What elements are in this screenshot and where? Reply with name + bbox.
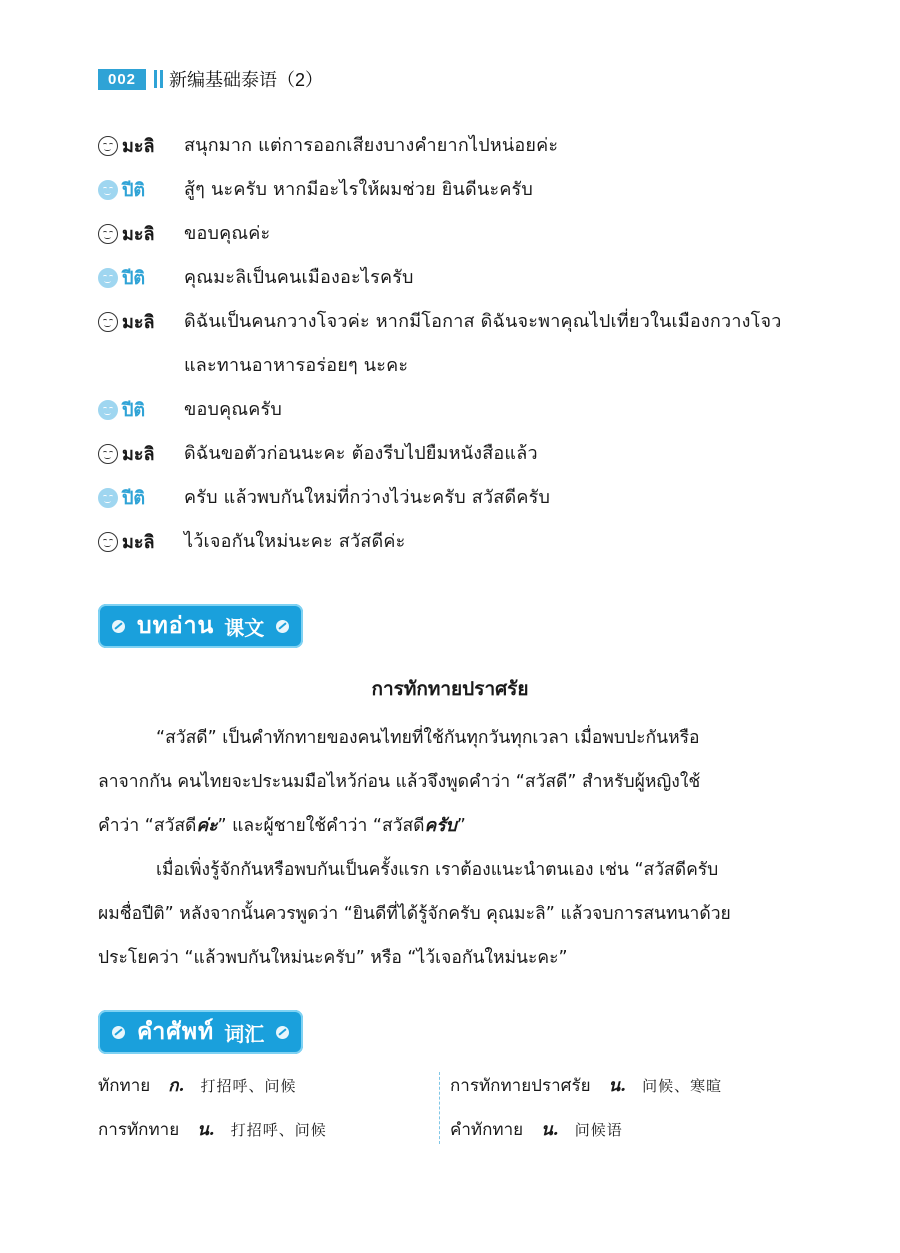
smiley-outline-icon [98, 224, 118, 244]
page-header [98, 66, 323, 92]
vocab-word: คำทักทาย [450, 1120, 524, 1140]
smiley-blue-icon [98, 488, 118, 508]
paragraph-line: “สวัสดี” เป็นคำทักทายของคนไทยที่ใช้กันทุกวันทุกเวลา เมื่อพบปะกันหรือ [156, 728, 700, 748]
speaker: ปีติ [98, 172, 184, 208]
speaker: ปีติ [98, 480, 184, 516]
utterance: สู้ๆ นะครับ หากมีอะไรให้ผมช่วย ยินดีนะครับ [184, 179, 534, 200]
reading-label-th: บทอ่าน [137, 613, 215, 639]
smiley-blue-icon [98, 400, 118, 420]
vocab-meaning: 问候语 [574, 1121, 623, 1139]
smiley-outline-icon [98, 312, 118, 332]
paragraph-line: ประโยคว่า “แล้วพบกันใหม่นะครับ” หรือ “ไว้เจอกันใหม่นะคะ” [98, 948, 568, 968]
vocab-section-badge [98, 1010, 303, 1054]
page-number: 002 [98, 69, 146, 90]
utterance: ไว้เจอกันใหม่นะคะ สวัสดีค่ะ [184, 531, 406, 552]
pin-icon [112, 620, 125, 633]
dialogue-line [98, 436, 798, 480]
book-title: 新编基础泰语（2） [169, 70, 324, 90]
vocab-word: การทักทายปราศรัย [450, 1076, 591, 1096]
pin-icon [276, 1026, 289, 1039]
vocab-pos: น. [197, 1120, 215, 1140]
smiley-blue-icon [98, 180, 118, 200]
dialogue-line-continuation [98, 348, 798, 392]
vocab-word: การทักทาย [98, 1120, 180, 1140]
vocab-word: ทักทาย [98, 1076, 151, 1096]
utterance: คุณมะลิเป็นคนเมืองอะไรครับ [184, 267, 414, 288]
utterance: ดิฉันขอตัวก่อนนะคะ ต้องรีบไปยืมหนังสือแล้ว [184, 443, 538, 464]
vocab-pos: น. [608, 1076, 627, 1096]
reading-paragraph-1 [98, 716, 783, 848]
speaker: ปีติ [98, 260, 184, 296]
dialogue-line [98, 524, 798, 568]
text-run: คำว่า “สวัสดี [98, 816, 197, 836]
text-run: ” [456, 816, 466, 836]
dialogue-line [98, 392, 798, 436]
vocab-label-th: คำศัพท์ [137, 1019, 215, 1045]
vocab-meaning: 打招呼、问候 [200, 1077, 297, 1095]
vocab-column-left [98, 1068, 327, 1156]
paragraph-line: เมื่อเพิ่งรู้จักกันหรือพบกันเป็นครั้งแรก เราต้องแนะนำตนเอง เช่น “สวัสดีครับ [156, 860, 719, 880]
vocab-meaning: 问候、寒暄 [642, 1077, 723, 1095]
dialogue [98, 128, 798, 568]
speaker: มะลิ [98, 524, 184, 560]
vocab-pos: ก. [168, 1076, 185, 1096]
dialogue-line [98, 128, 798, 172]
vocab-list [98, 1068, 798, 1148]
vocab-label-cn: 词汇 [224, 1021, 265, 1046]
paragraph-line: ลาจากกัน คนไทยจะประนมมือไหว้ก่อน แล้วจึงพูดคำว่า “สวัสดี” สำหรับผู้หญิงใช้ [98, 772, 701, 792]
emphasis-text: ค่ะ [196, 816, 218, 836]
smiley-outline-icon [98, 136, 118, 156]
emphasis-text: ครับ [424, 816, 457, 836]
vocab-column-right [450, 1068, 722, 1156]
pin-icon [112, 1026, 125, 1039]
pin-icon [276, 620, 289, 633]
header-divider-bars [154, 70, 163, 88]
vocab-meaning: 打招呼、问候 [230, 1121, 327, 1139]
utterance: ครับ แล้วพบกันใหม่ที่กว่างไว่นะครับ สวัสดีครับ [184, 487, 551, 508]
reading-title: การทักทายปราศรัย [371, 678, 529, 700]
speaker: มะลิ [98, 436, 184, 472]
smiley-blue-icon [98, 268, 118, 288]
vocab-pos: น. [541, 1120, 559, 1140]
reading-section-badge [98, 604, 303, 648]
utterance: และทานอาหารอร่อยๆ นะคะ [184, 355, 409, 376]
smiley-outline-icon [98, 532, 118, 552]
paragraph-line [98, 804, 783, 848]
utterance: ขอบคุณครับ [184, 399, 283, 420]
utterance: ขอบคุณค่ะ [184, 223, 271, 244]
speaker: มะลิ [98, 128, 184, 164]
vocab-entry [450, 1068, 722, 1112]
utterance: สนุกมาก แต่การออกเสียงบางคำยากไปหน่อยค่ะ [184, 135, 559, 156]
reading-paragraph-2 [98, 848, 783, 980]
dialogue-line [98, 480, 798, 524]
reading-label-cn: 课文 [224, 615, 265, 640]
speaker: ปีติ [98, 392, 184, 428]
speaker: มะลิ [98, 216, 184, 252]
paragraph-line: ผมชื่อปีติ” หลังจากนั้นควรพูดว่า “ยินดีที่ได้รู้จักครับ คุณมะลิ” แล้วจบการสนทนาด้วย [98, 904, 731, 924]
text-run: ” และผู้ชายใช้คำว่า “สวัสดี [217, 816, 425, 836]
vocab-divider [439, 1072, 440, 1144]
smiley-outline-icon [98, 444, 118, 464]
dialogue-line [98, 216, 798, 260]
vocab-entry [450, 1112, 722, 1156]
dialogue-line [98, 304, 798, 348]
dialogue-line [98, 172, 798, 216]
vocab-entry [98, 1068, 327, 1112]
utterance: ดิฉันเป็นคนกวางโจวค่ะ หากมีโอกาส ดิฉันจะพาคุณไปเที่ยวในเมืองกวางโจว [184, 311, 782, 332]
dialogue-line [98, 260, 798, 304]
vocab-entry [98, 1112, 327, 1156]
speaker: มะลิ [98, 304, 184, 340]
